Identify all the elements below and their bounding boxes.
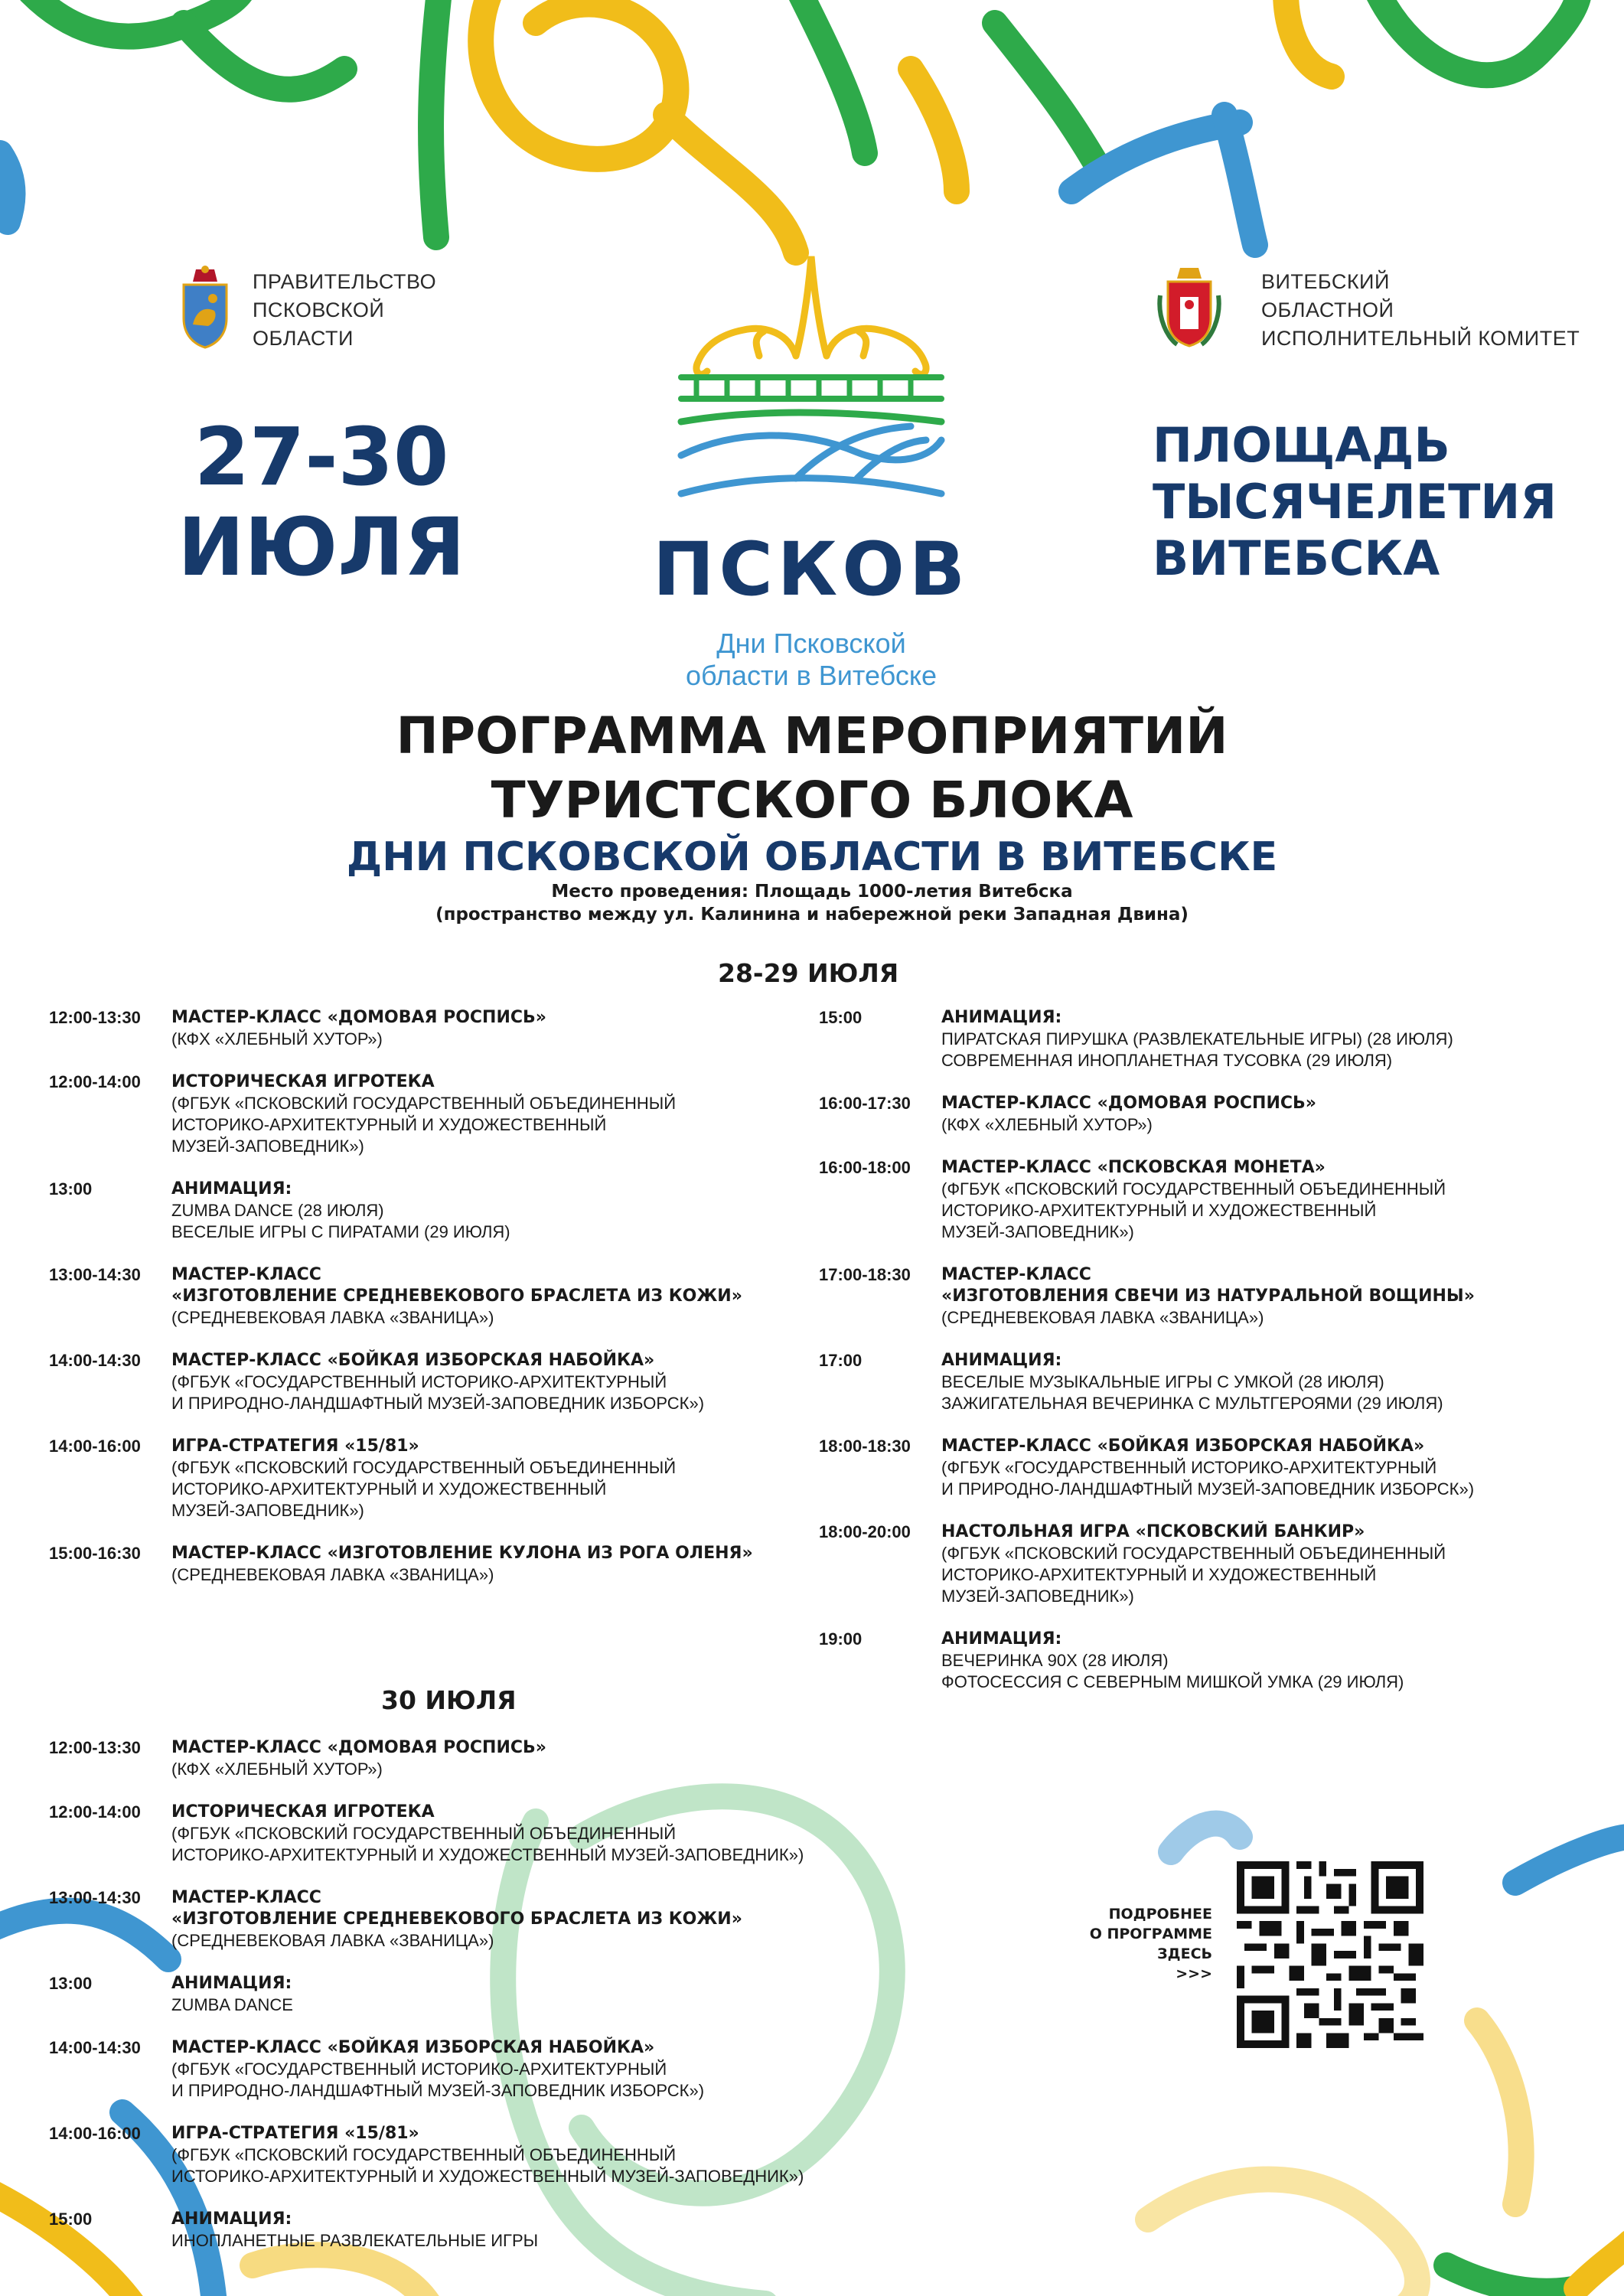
event-title: ИГРА-СТРАТЕГИЯ «15/81» [171,1437,419,1456]
event-item [819,1521,1600,1607]
right-org-line: ОБЛАСТНОЙ [1261,298,1394,321]
event-detail: (ФГБУК «ПСКОВСКИЙ ГОСУДАРСТВЕННЫЙ ОБЪЕДИНЕННЫЙ [171,1458,677,1477]
event-detail: МУЗЕЙ-ЗАПОВЕДНИК») [171,1137,364,1156]
event-time: 15:00-16:30 [49,1544,141,1563]
event-detail: (ФГБУК «ГОСУДАРСТВЕННЫЙ ИСТОРИКО-АРХИТЕКТУРНЫЙ [171,1372,667,1391]
page-title [0,704,1624,833]
event-title: МАСТЕР-КЛАСС «ДОМОВАЯ РОСПИСЬ» [171,1738,547,1757]
event-detail: МУЗЕЙ-ЗАПОВЕДНИК») [171,1501,364,1520]
event-time: 12:00-14:00 [49,1072,141,1091]
event-detail: (ФГБУК «ГОСУДАРСТВЕННЫЙ ИСТОРИКО-АРХИТЕКТУРНЫЙ [941,1458,1437,1477]
event-detail: (ФГБУК «ПСКОВСКИЙ ГОСУДАРСТВЕННЫЙ ОБЪЕДИНЕННЫЙ [171,1094,677,1113]
event-item [49,1737,967,1780]
event-title-2: «ИЗГОТОВЛЕНИЕ СРЕДНЕВЕКОВОГО БРАСЛЕТА ИЗ КОЖИ» [171,1910,742,1929]
event-detail: (ФГБУК «ПСКОВСКИЙ ГОСУДАРСТВЕННЫЙ ОБЪЕДИНЕННЫЙ [941,1179,1446,1199]
event-time: 12:00-13:30 [49,1738,141,1757]
event-item [49,1071,814,1157]
dates-range: 27-30 [194,410,449,504]
event-title: АНИМАЦИЯ: [171,1179,292,1199]
vitebsk-region-coat-of-arms-icon [1157,265,1221,349]
qr-caption-line: ЗДЕСЬ [1157,1945,1212,1962]
event-item [49,1973,967,2016]
event-item [49,2209,967,2252]
event-title: ИГРА-СТРАТЕГИЯ «15/81» [171,2124,419,2143]
event-title: НАСТОЛЬНАЯ ИГРА «ПСКОВСКИЙ БАНКИР» [941,1522,1365,1541]
event-detail: (СРЕДНЕВЕКОВАЯ ЛАВКА «ЗВАНИЦА») [171,1931,494,1950]
event-detail: ВЕЧЕРИНКА 90Х (28 ИЮЛЯ) [941,1651,1169,1670]
qr-code-icon[interactable] [1237,1861,1423,2048]
event-place [1153,417,1557,587]
qr-caption [1059,1904,1212,1984]
event-detail: ZUMBA DANCE [171,1995,293,2014]
event-time: 12:00-14:00 [49,1802,141,1821]
event-title: ИСТОРИЧЕСКАЯ ИГРОТЕКА [171,1072,435,1091]
day-heading-30: 30 ИЮЛЯ [381,1685,517,1715]
event-time: 17:00 [819,1351,863,1370]
left-org-name [253,268,436,353]
pskov-region-coat-of-arms-icon [178,265,233,349]
left-org-line: ОБЛАСТИ [253,327,354,350]
right-org-line: ВИТЕБСКИЙ [1261,270,1390,293]
event-item [819,1007,1600,1071]
event-time: 19:00 [819,1629,863,1649]
event-title: МАСТЕР-КЛАСС «ПСКОВСКАЯ МОНЕТА» [941,1158,1326,1177]
event-time: 15:00 [49,2210,93,2229]
right-org-name [1261,268,1580,353]
event-detail: ZUMBA DANCE (28 ИЮЛЯ) [171,1201,384,1220]
event-item [49,1887,967,1952]
event-item [819,1093,1600,1136]
pskov-logo-icon [673,249,949,524]
left-org-line: ПРАВИТЕЛЬСТВО [253,270,437,293]
place-line: ВИТЕБСКА [1153,530,1440,586]
event-item [819,1350,1600,1414]
event-detail: (ФГБУК «ПСКОВСКИЙ ГОСУДАРСТВЕННЫЙ ОБЪЕДИНЕННЫЙ [171,1824,677,1843]
event-title: МАСТЕР-КЛАСС [171,1265,321,1284]
event-detail: (ФГБУК «ПСКОВСКИЙ ГОСУДАРСТВЕННЫЙ ОБЪЕДИНЕННЫЙ [171,2145,677,2164]
event-title-2: «ИЗГОТОВЛЕНИЯ СВЕЧИ ИЗ НАТУРАЛЬНОЙ ВОЩИНЫ» [941,1287,1475,1306]
event-detail: И ПРИРОДНО-ЛАНДШАФТНЫЙ МУЗЕЙ-ЗАПОВЕДНИК ИЗБОРСК») [941,1479,1475,1499]
schedule-day1-left [49,1007,814,1607]
event-item [49,1802,967,1866]
event-time: 16:00-17:30 [819,1094,911,1113]
venue-info [0,880,1624,926]
event-item [819,1264,1600,1329]
event-title: АНИМАЦИЯ: [171,1974,292,1993]
event-title: ИСТОРИЧЕСКАЯ ИГРОТЕКА [171,1802,435,1821]
event-detail: ФОТОСЕССИЯ С СЕВЕРНЫМ МИШКОЙ УМКА (29 ИЮЛЯ) [941,1672,1404,1691]
right-org-line: ИСПОЛНИТЕЛЬНЫЙ КОМИТЕТ [1261,327,1580,350]
event-time: 14:00-16:00 [49,2124,141,2143]
event-detail: ПИРАТСКАЯ ПИРУШКА (РАЗВЛЕКАТЕЛЬНЫЕ ИГРЫ) (28 ИЮЛЯ) [941,1029,1453,1049]
event-item [49,1436,814,1521]
event-detail: (ФГБУК «ПСКОВСКИЙ ГОСУДАРСТВЕННЫЙ ОБЪЕДИНЕННЫЙ [941,1544,1446,1563]
event-time: 15:00 [819,1008,863,1027]
event-title: МАСТЕР-КЛАСС «ДОМОВАЯ РОСПИСЬ» [171,1008,547,1027]
event-detail: (СРЕДНЕВЕКОВАЯ ЛАВКА «ЗВАНИЦА») [171,1308,494,1327]
logo-wordmark: ПСКОВ [652,527,970,612]
event-detail: И ПРИРОДНО-ЛАНДШАФТНЫЙ МУЗЕЙ-ЗАПОВЕДНИК ИЗБОРСК») [171,2081,705,2100]
page-subtitle: ДНИ ПСКОВСКОЙ ОБЛАСТИ В ВИТЕБСКЕ [346,834,1278,880]
event-time: 13:00 [49,1974,93,1993]
event-detail: ИСТОРИКО-АРХИТЕКТУРНЫЙ И ХУДОЖЕСТВЕННЫЙ [941,1565,1377,1584]
page-title-line: ПРОГРАММА МЕРОПРИЯТИЙ [396,706,1228,765]
schedule-day1-right [819,1007,1600,1714]
schedule-day2 [49,1737,967,2273]
event-title: МАСТЕР-КЛАСС «БОЙКАЯ ИЗБОРСКАЯ НАБОЙКА» [171,2038,655,2057]
event-title: МАСТЕР-КЛАСС «ИЗГОТОВЛЕНИЕ КУЛОНА ИЗ РОГА ОЛЕНЯ» [171,1544,753,1563]
event-item [49,2123,967,2187]
place-line: ТЫСЯЧЕЛЕТИЯ [1153,474,1557,530]
event-detail: (СРЕДНЕВЕКОВАЯ ЛАВКА «ЗВАНИЦА») [941,1308,1264,1327]
left-org-line: ПСКОВСКОЙ [253,298,385,321]
event-detail: ВЕСЕЛЫЕ ИГРЫ С ПИРАТАМИ (29 ИЮЛЯ) [171,1222,510,1241]
event-item [819,1436,1600,1500]
event-detail: ИСТОРИКО-АРХИТЕКТУРНЫЙ И ХУДОЖЕСТВЕННЫЙ [941,1201,1377,1220]
event-time: 13:00 [49,1179,93,1199]
event-detail: (СРЕДНЕВЕКОВАЯ ЛАВКА «ЗВАНИЦА») [171,1565,494,1584]
event-time: 14:00-16:00 [49,1437,141,1456]
event-detail: ИСТОРИКО-АРХИТЕКТУРНЫЙ И ХУДОЖЕСТВЕННЫЙ [171,1115,607,1134]
event-item [819,1157,1600,1243]
event-title: АНИМАЦИЯ: [941,1008,1062,1027]
event-detail: ВЕСЕЛЫЕ МУЗЫКАЛЬНЫЕ ИГРЫ С УМКОЙ (28 ИЮЛЯ) [941,1372,1384,1391]
place-line: ПЛОЩАДЬ [1153,417,1450,473]
event-time: 14:00-14:30 [49,2038,141,2057]
event-title: АНИМАЦИЯ: [171,2210,292,2229]
event-title: МАСТЕР-КЛАСС [171,1888,321,1907]
event-item [49,1350,814,1414]
qr-caption-line: >>> [1176,1965,1212,1982]
event-title: АНИМАЦИЯ: [941,1629,1062,1649]
event-item [49,1543,814,1586]
event-title: МАСТЕР-КЛАСС «ДОМОВАЯ РОСПИСЬ» [941,1094,1317,1113]
event-title: АНИМАЦИЯ: [941,1351,1062,1370]
event-time: 12:00-13:30 [49,1008,141,1027]
event-time: 13:00-14:30 [49,1888,141,1907]
event-detail: (КФХ «ХЛЕБНЫЙ ХУТОР») [171,1029,383,1049]
event-detail: (КФХ «ХЛЕБНЫЙ ХУТОР») [941,1115,1153,1134]
event-time: 13:00-14:30 [49,1265,141,1284]
qr-caption-line: ПОДРОБНЕЕ [1108,1906,1212,1923]
event-detail: (КФХ «ХЛЕБНЫЙ ХУТОР») [171,1760,383,1779]
event-detail: СОВРЕМЕННАЯ ИНОПЛАНЕТНАЯ ТУСОВКА (29 ИЮЛЯ) [941,1051,1393,1070]
event-detail: (ФГБУК «ГОСУДАРСТВЕННЫЙ ИСТОРИКО-АРХИТЕКТУРНЫЙ [171,2060,667,2079]
venue-line: Место проведения: Площадь 1000-летия Витебска [551,882,1073,902]
logo-subtitle-line: Дни Псковской [716,628,906,659]
event-detail: ИНОПЛАНЕТНЫЕ РАЗВЛЕКАТЕЛЬНЫЕ ИГРЫ [171,2231,539,2250]
event-title: МАСТЕР-КЛАСС [941,1265,1091,1284]
logo-subtitle [651,628,972,692]
event-time: 14:00-14:30 [49,1351,141,1370]
event-detail: И ПРИРОДНО-ЛАНДШАФТНЫЙ МУЗЕЙ-ЗАПОВЕДНИК ИЗБОРСК») [171,1394,705,1413]
event-detail: ИСТОРИКО-АРХИТЕКТУРНЫЙ И ХУДОЖЕСТВЕННЫЙ МУЗЕЙ-ЗАПОВЕДНИК») [171,1845,804,1864]
event-time: 18:00-18:30 [819,1437,911,1456]
event-time: 18:00-20:00 [819,1522,911,1541]
event-item [49,2037,967,2102]
venue-line: (пространство между ул. Калинина и набережной реки Западная Двина) [435,905,1189,925]
event-detail: МУЗЕЙ-ЗАПОВЕДНИК») [941,1222,1134,1241]
event-detail: ИСТОРИКО-АРХИТЕКТУРНЫЙ И ХУДОЖЕСТВЕННЫЙ МУЗЕЙ-ЗАПОВЕДНИК») [171,2167,804,2186]
event-detail: ИСТОРИКО-АРХИТЕКТУРНЫЙ И ХУДОЖЕСТВЕННЫЙ [171,1479,607,1499]
event-time: 16:00-18:00 [819,1158,911,1177]
event-title-2: «ИЗГОТОВЛЕНИЕ СРЕДНЕВЕКОВОГО БРАСЛЕТА ИЗ КОЖИ» [171,1287,742,1306]
event-time: 17:00-18:30 [819,1265,911,1284]
event-detail: ЗАЖИГАТЕЛЬНАЯ ВЕЧЕРИНКА С МУЛЬТГЕРОЯМИ (29 ИЮЛЯ) [941,1394,1443,1413]
event-item [49,1179,814,1243]
logo-subtitle-line: области в Витебске [686,660,937,691]
qr-caption-line: О ПРОГРАММЕ [1089,1926,1212,1942]
dates-month: ИЮЛЯ [178,501,465,594]
event-item [819,1629,1600,1693]
event-detail: МУЗЕЙ-ЗАПОВЕДНИК») [941,1587,1134,1606]
day-heading-28-29: 28-29 ИЮЛЯ [718,958,899,988]
page-title-line: ТУРИСТСКОГО БЛОКА [491,771,1133,830]
event-item [49,1264,814,1329]
event-title: МАСТЕР-КЛАСС «БОЙКАЯ ИЗБОРСКАЯ НАБОЙКА» [171,1351,655,1370]
event-dates [153,412,490,592]
event-title: МАСТЕР-КЛАСС «БОЙКАЯ ИЗБОРСКАЯ НАБОЙКА» [941,1437,1425,1456]
event-item [49,1007,814,1050]
